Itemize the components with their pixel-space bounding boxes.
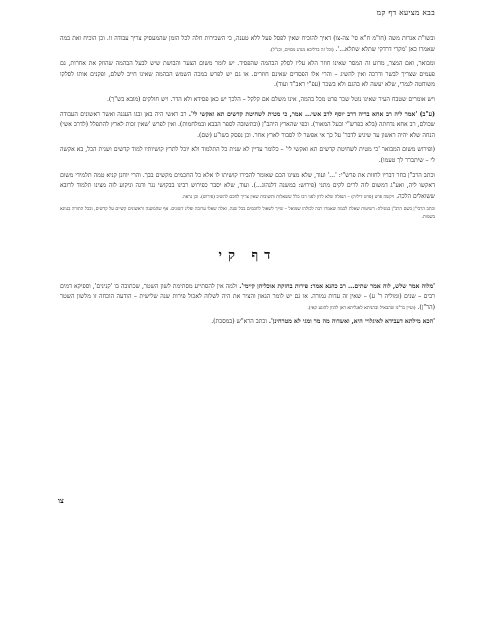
- main-text: [60, 34, 435, 332]
- daf-heading: דף קי: [218, 247, 277, 263]
- quote-lead: (ע"ב) 'אמר ליה רב אחא בריה דרב יוסף לרב אשי... אמר, כי מטית לשחיטת קדשים תא ואקשי לי'.: [188, 110, 436, 118]
- small-paragraph: [60, 206, 435, 221]
- running-header: בבא מציעא דף קמ: [376, 8, 435, 17]
- paragraph: [60, 317, 435, 328]
- paragraph-text: ויש אומרים שטבח העיר שאינו נוטל שכר פרט מכל בהמה, אינו משלם אם קלקל – הלכך יש כאן פסידא ולא הדר. ויש חולקים (מובא בש"ך).: [106, 95, 435, 103]
- paragraph: [60, 282, 435, 314]
- paragraph: [60, 110, 435, 142]
- quote-lead: 'הכא מילתא דעבידא לאיגלויי היא, ואשדוה מה מר ומגי לא מטרחינן'.: [268, 318, 435, 326]
- paragraph-text: וכתב הרב"ן בחר דבריו לחזות את פרש"י: '...' ועוד, שלא מצינו הכם שאומר להבירו קושיתו לו אלא כל החכמים מקשים בבך. והרי יוחנן קניא טמה תלמידי משום דאקשו ליה, ואע"ג דמשום לזה לרים לקים מתני (פירוש: במשנה דלנהוג...). ועוד, שלא יסבר כפירוש רבינו בבקושי נגר ודגה וניקוע לזה מצינו תלמוד לרובא ששואלים הלכה.: [60, 171, 435, 200]
- paragraph-text: ובשו"ת אגרות משה (חו"מ ח"א סי' צה-צו) דאיך להוכיח שאין לפסל פעל ללא טענה, כי השכירות חלה לכל הזמן שהמעסיק צריך עבודה זו. וכן הוכיח ואת במה שאמרו כאן 'מקרי דרדקי שתלא שתלא...'.: [60, 35, 435, 53]
- paragraph-text: ולמה אין להסתייע מסתימת לשון השטר, שכתובה בו 'קנינים', וספיקא דמים רבים – שנים (ומוליה ר' ע) – שאין זה עדות גמורה. או גם יש לומר הגאון והציר את היה לשלוה לאכול פירות שנה שלישית – הודעה הוכחה זו מלשון השטר (הר"ן).: [60, 282, 435, 311]
- quote-lead: 'מלוה אמר שלש, לוה אמר שתים... רב כהנא אמר: פירות בחזקת אוכליהן קיימי'.: [239, 282, 436, 290]
- paragraph: [60, 171, 435, 203]
- page-number: צו: [58, 496, 64, 505]
- paragraph-note: ויקשה פרט (פרט דיליה) – הנפלה שלא לדון לפני רבו כלל ששאלות ותשובות שאין צריך לחכם להשיב (פירוש). וכן נראה.: [181, 194, 395, 200]
- paragraph-text: (ופירוש משום המבואר 'כי מטית לשחיטת קדשים תא ואקשי לי' – כלומר עדיין לא שנית כל התלמוד ולא יוכל לתרץ קושיותיו למוד קדשים ושנית הכל, בא אקשה לי – שיתברר לך טעמו).: [60, 146, 435, 164]
- paragraph-text: וכתב הרבי"ן בשם הרב"ן במגילה: דשיטות שאלת לכמה שאמרו רבה לכולהו שמואל – שייך לשאול לחכמים בכל שנה, ואלה שאלו ערובה ופליג דשונים. אף שהמשנה וראשונים קשיים על קדשים, ובכל התורה בגוונא בשמות.: [60, 207, 435, 220]
- paragraph-note: (ועיין בר"מ שהבאיל ובהניתא לאגליתא דאן להוון להוגע קאי).: [307, 305, 416, 311]
- paragraph: [60, 145, 435, 166]
- paragraph-text: וכתב הרא"ש (במסכת).: [211, 318, 267, 326]
- paragraph-note: (וכל זה בדליכא מנהג מסוים, וכנ"ל).: [269, 47, 334, 53]
- paragraph: [60, 34, 435, 55]
- paragraph-text: רב ראשי היה באן ובגו העגנה ואשר ראשונים העבודה שכולם, רב אחא נדחתה (בלא כפרש"י ובעל המאור). וכפי שהארץ היהב"ן (ובתשובה לספר הבבא ובמלחמות). ואין לפרש 'שאין זכות לארץ להתפלל (לדרב אשי) הנחה שלא יהיה ראשון עד שיגיע לדבר' על כך אי אפשר לו לסבור לארץ אחר. וכן נפסק בשו"ע (שם).: [60, 110, 435, 139]
- paragraph: [60, 95, 435, 106]
- paragraph: [60, 59, 435, 91]
- paragraph-text: ומבואר, ואם המצר, מדוע זה המסר שאינו חוזר הלא עליו לסלק הבהמה שהפסיד. יש לומר משום הצער והבושת שיש לבעל הבהמה שהוזק את אחרות, גם פעמים שצריך לבשר ודרכה ואין להשיג – והרי אלו הפסדים שאינם חוזרים. או גם יש לפרש במכה השמש הבהמה שאינו חייב לשלם, ופקנים אותו לסלקו משוחטה לגמרי, שלא יעשה לא בהגם ולא בשכר (עפ"י ראב"ד ועוד).: [60, 60, 435, 89]
